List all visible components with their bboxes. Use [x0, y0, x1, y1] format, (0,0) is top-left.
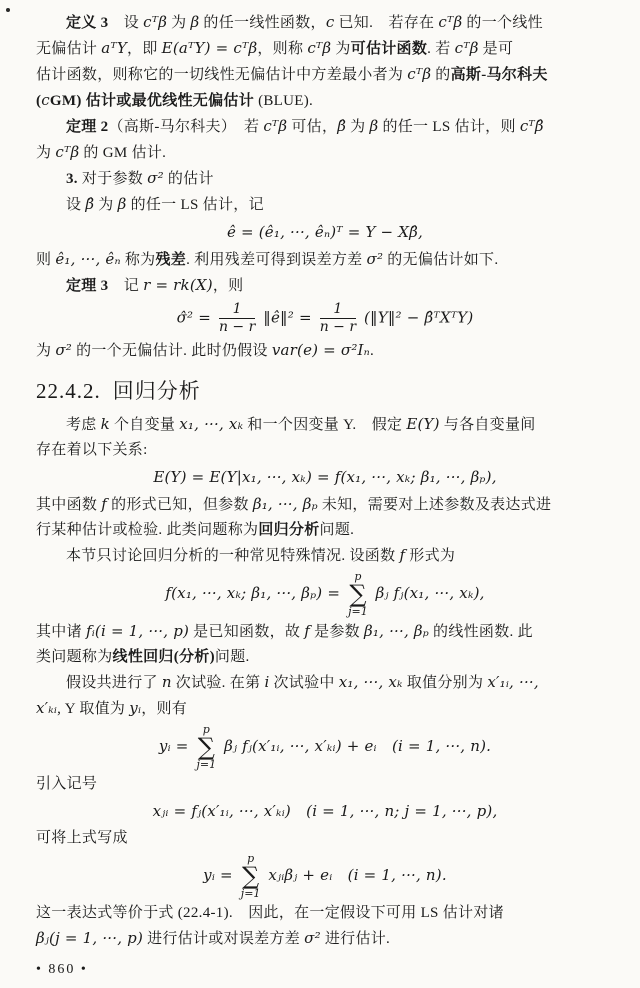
text-run: 的 GM 估计.	[79, 145, 167, 161]
text-run: 为	[36, 343, 56, 359]
math-run: xⱼᵢ = fⱼ(x′₁ᵢ, ···, x′ₖᵢ) (i = 1, ···, n; j = 1, ···, p),	[152, 802, 498, 820]
text-run: 次试验. 在第	[171, 675, 265, 691]
bold-run: 定理 3	[66, 278, 109, 294]
paragraph-linear-regression-definition	[36, 619, 614, 670]
summation	[348, 571, 368, 617]
math-run: β̂	[85, 195, 95, 213]
bold-run: 残差	[155, 252, 187, 268]
text-run: (BLUE).	[254, 93, 314, 109]
bold-run: 回归分析	[258, 522, 320, 538]
paragraph-equivalence-conclusion	[36, 901, 614, 952]
text-line	[36, 62, 614, 88]
text-run: 称为	[120, 252, 156, 268]
text-run: . 利用残差可得到误差方差	[186, 252, 367, 268]
math-run: k	[100, 415, 110, 433]
math-run: xⱼᵢβⱼ + eᵢ (i = 1, ···, n).	[263, 866, 447, 884]
sum-sigma-symbol: ∑	[197, 733, 215, 761]
text-run: .	[369, 343, 375, 359]
math-run: aᵀY	[101, 39, 128, 57]
text-line	[36, 10, 614, 36]
text-run: 未知，需要对上述参数及表达式进	[317, 497, 552, 513]
math-run: cᵀβ	[55, 143, 80, 161]
math-run: x₁, ···, xₖ	[179, 415, 244, 433]
text-line	[36, 338, 614, 364]
fraction	[320, 301, 356, 336]
sum-sigma-symbol: ∑	[242, 862, 260, 890]
text-line	[36, 140, 614, 166]
text-line	[36, 696, 614, 722]
text-run: 考虑	[66, 417, 101, 433]
text-run: 可估，	[287, 119, 338, 135]
math-run: cᵀβ̂	[519, 117, 544, 135]
math-run: ‖ê‖² =	[258, 308, 317, 327]
bold-run: 可估计函数	[350, 41, 428, 57]
text-run: 为	[346, 119, 370, 135]
text-run: ，即	[127, 41, 162, 57]
math-run: E(Y)	[406, 415, 440, 433]
text-run: 进行估计.	[320, 931, 391, 947]
text-run: 其中诸	[36, 624, 86, 640]
math-run: β̂	[337, 117, 347, 135]
section-heading	[36, 378, 614, 404]
math-run: cᵀβ	[143, 13, 168, 31]
bold-run: (	[36, 93, 42, 109]
math-run: i	[264, 673, 270, 691]
scan-speck	[6, 8, 10, 12]
text-line	[36, 88, 614, 114]
text-run: 则	[36, 252, 56, 268]
math-run: β	[117, 195, 127, 213]
math-run: βⱼ(j = 1, ···, p)	[36, 929, 144, 947]
text-run: 估计函数，则称它的一切线性无偏估计中方差最小者为	[36, 67, 408, 83]
fraction-numerator: 1	[219, 301, 255, 319]
text-run: 对于参数	[77, 171, 148, 187]
math-run: x′₁ᵢ, ···,	[487, 673, 539, 691]
formula-rewritten-model	[36, 853, 614, 899]
math-run: yᵢ =	[203, 866, 238, 884]
text-run: 进行估计或对误差方差	[143, 931, 305, 947]
fraction-numerator: 1	[320, 301, 356, 319]
formula-design-variables	[36, 799, 614, 824]
math-run: x₁, ···, xₖ	[338, 673, 403, 691]
paragraph-n-experiments	[36, 670, 614, 722]
text-line	[36, 36, 614, 62]
page-number: • 860 •	[36, 962, 88, 977]
bold-run: 估计或最优线性无偏估计	[85, 93, 255, 109]
paragraph-rewrite	[36, 826, 614, 851]
text-line	[36, 926, 614, 952]
text-run: 其中函数	[36, 497, 102, 513]
math-run: cᵀβ	[454, 39, 479, 57]
text-line	[36, 901, 614, 926]
text-run: 的线性函数. 此	[428, 624, 533, 640]
sum-upper-limit: p	[247, 852, 255, 865]
text-run: 问题.	[214, 649, 250, 665]
text-run: 为	[36, 145, 56, 161]
formula-linear-function-form	[36, 571, 614, 617]
math-run: var(e) = σ²Iₙ	[271, 341, 370, 359]
text-line	[36, 826, 614, 851]
text-run: 已知. 若存在	[334, 15, 439, 31]
text-line	[36, 772, 614, 797]
text-line	[36, 619, 614, 645]
text-run: 的	[431, 67, 451, 83]
math-run: σ²	[366, 250, 384, 268]
paragraph-unbiased-note	[36, 338, 614, 364]
summation	[197, 724, 217, 770]
math-run: f	[399, 546, 406, 564]
bold-run: GM)	[49, 93, 82, 109]
fraction-denominator: n − r	[319, 319, 357, 335]
text-run: 次试验中	[269, 675, 339, 691]
text-run: , Y 取值为	[57, 701, 130, 717]
summation	[241, 853, 261, 899]
math-run: c	[325, 13, 335, 31]
text-run: 为	[331, 41, 351, 57]
math-run: cᵀβ	[438, 13, 463, 31]
text-run: 形式为	[405, 548, 456, 564]
text-run: 问题.	[319, 522, 355, 538]
math-run: x′ₖᵢ	[36, 699, 58, 717]
fraction-denominator: n − r	[218, 319, 256, 335]
paragraph-set-ls-estimate	[36, 192, 614, 218]
text-run: 无偏估计	[36, 41, 102, 57]
text-line	[36, 114, 614, 140]
math-run: σ²	[55, 341, 73, 359]
text-run: 记	[108, 278, 144, 294]
bold-run: 高斯-马尔科夫	[450, 67, 548, 83]
math-run: σ̂² =	[176, 308, 216, 327]
paragraph-residual-definition	[36, 247, 614, 273]
math-run: n	[161, 673, 172, 691]
text-run: 设	[108, 15, 144, 31]
paragraph-theorem-3	[36, 273, 614, 299]
text-run: 引入记号	[36, 776, 98, 792]
math-run: β₁, ···, βₚ	[252, 495, 318, 513]
text-run: 与各自变量间	[439, 417, 536, 433]
math-run: (‖Y‖² − β̂ᵀXᵀY)	[359, 308, 474, 327]
text-run: 类问题称为	[36, 649, 113, 665]
math-run: βⱼ fⱼ(x′₁ᵢ, ···, x′ₖᵢ) + eᵢ (i = 1, ···, n).	[219, 737, 492, 755]
text-run: 取值分别为	[402, 675, 488, 691]
text-run: . 若	[427, 41, 455, 57]
text-run: 为	[167, 15, 191, 31]
text-run: 存在着以下关系:	[36, 442, 148, 458]
math-run: f	[101, 495, 108, 513]
math-run: σ²	[304, 929, 321, 947]
math-run: ê = (ê₁, ···, êₙ)ᵀ = Y − Xβ̂,	[226, 223, 424, 241]
math-run: βⱼ fⱼ(x₁, ···, xₖ),	[370, 584, 485, 602]
paragraph-definition-3	[36, 10, 614, 114]
text-line	[36, 192, 614, 218]
text-run: 的一个无偏估计. 此时仍假设	[72, 343, 272, 359]
text-run: ，则	[212, 278, 244, 294]
math-run: β₁, ···, βₚ	[364, 622, 429, 640]
text-run: 这一表达式等价于式 (22.4-1). 因此，在一定假设下可用 LS 估计对诸	[36, 905, 504, 921]
formula-residual-vector	[36, 220, 614, 245]
text-run: ，则称	[257, 41, 308, 57]
text-run: 的一个线性	[462, 15, 543, 31]
math-run: cᵀβ	[263, 117, 288, 135]
paragraph-theorem-2	[36, 114, 614, 166]
math-run: cᵀβ	[407, 65, 432, 83]
text-run: 的任一 LS 估计，记	[126, 197, 264, 213]
paragraph-item-3-sigma	[36, 166, 614, 192]
formula-conditional-expectation	[36, 465, 614, 490]
text-run: 是已知函数，故	[189, 624, 305, 640]
text-run: 的任一 LS 估计，则	[378, 119, 520, 135]
math-run: β	[369, 117, 379, 135]
math-run: ê₁, ···, êₙ	[55, 250, 121, 268]
math-run: E(Y) = E(Y|x₁, ···, xₖ) = f(x₁, ···, xₖ; β₁, ···, βₚ),	[153, 468, 497, 486]
section-number: 22.4.2.	[36, 379, 101, 403]
text-run: 设	[66, 197, 86, 213]
text-run: 是参数	[310, 624, 365, 640]
fraction	[219, 301, 255, 336]
math-run: σ²	[147, 169, 164, 187]
math-run: β	[190, 13, 200, 31]
math-run: f(x₁, ···, xₖ; β₁, ···, βₚ) =	[165, 584, 346, 602]
text-line	[36, 543, 614, 569]
sum-lower-limit: j=1	[240, 887, 261, 900]
text-run: 本节只讨论回归分析的一种常见特殊情况. 设函数	[66, 548, 400, 564]
formula-observation-model	[36, 724, 614, 770]
text-run: ，则有	[141, 701, 188, 717]
sum-upper-limit: p	[354, 570, 362, 583]
sum-lower-limit: j=1	[196, 758, 217, 771]
formula-sigma-estimator	[36, 301, 614, 336]
bold-run: 定理 2	[66, 119, 109, 135]
text-run: 行某种估计或检验. 此类问题称为	[36, 522, 259, 538]
math-run: f	[304, 622, 311, 640]
text-line	[36, 166, 614, 192]
text-run: 的形式已知，但参数	[107, 497, 253, 513]
text-run: 假设共进行了	[66, 675, 162, 691]
math-run: c	[41, 91, 50, 109]
math-run: yᵢ	[129, 699, 142, 717]
math-run: E(aᵀY) = cᵀβ	[161, 39, 258, 57]
text-line	[36, 247, 614, 273]
text-line	[36, 273, 614, 299]
paragraph-function-form-known	[36, 492, 614, 543]
text-run: 的无偏估计如下.	[383, 252, 499, 268]
text-line	[36, 492, 614, 518]
text-run: 为	[94, 197, 118, 213]
text-run: （高斯-马尔科夫） 若	[108, 119, 264, 135]
text-run: 是可	[478, 41, 514, 57]
text-run: 和一个因变量 Y. 假定	[243, 417, 407, 433]
text-line	[36, 438, 614, 463]
math-run: yᵢ =	[158, 737, 194, 755]
sum-upper-limit: p	[202, 723, 210, 736]
text-line	[36, 518, 614, 543]
math-run: cᵀβ	[307, 39, 332, 57]
math-run: r = rk(X)	[143, 276, 213, 294]
paragraph-consider-variables	[36, 412, 614, 463]
text-run: 的任一线性函数，	[199, 15, 326, 31]
text-line	[36, 412, 614, 438]
sum-sigma-symbol: ∑	[349, 580, 367, 608]
math-run: fᵢ(i = 1, ···, p)	[85, 622, 190, 640]
text-run: 的估计	[163, 171, 214, 187]
sum-lower-limit: j=1	[348, 605, 368, 618]
bold-run: 3.	[66, 171, 78, 187]
section-title: 回归分析	[112, 379, 201, 403]
bold-run: 线性回归(分析)	[112, 649, 215, 665]
text-run: 可将上式写成	[36, 830, 128, 846]
text-line	[36, 645, 614, 670]
bold-run: 定义 3	[66, 15, 109, 31]
paragraph-special-case	[36, 543, 614, 569]
text-run: 个自变量	[109, 417, 180, 433]
text-line	[36, 670, 614, 696]
paragraph-introduce-notation	[36, 772, 614, 797]
